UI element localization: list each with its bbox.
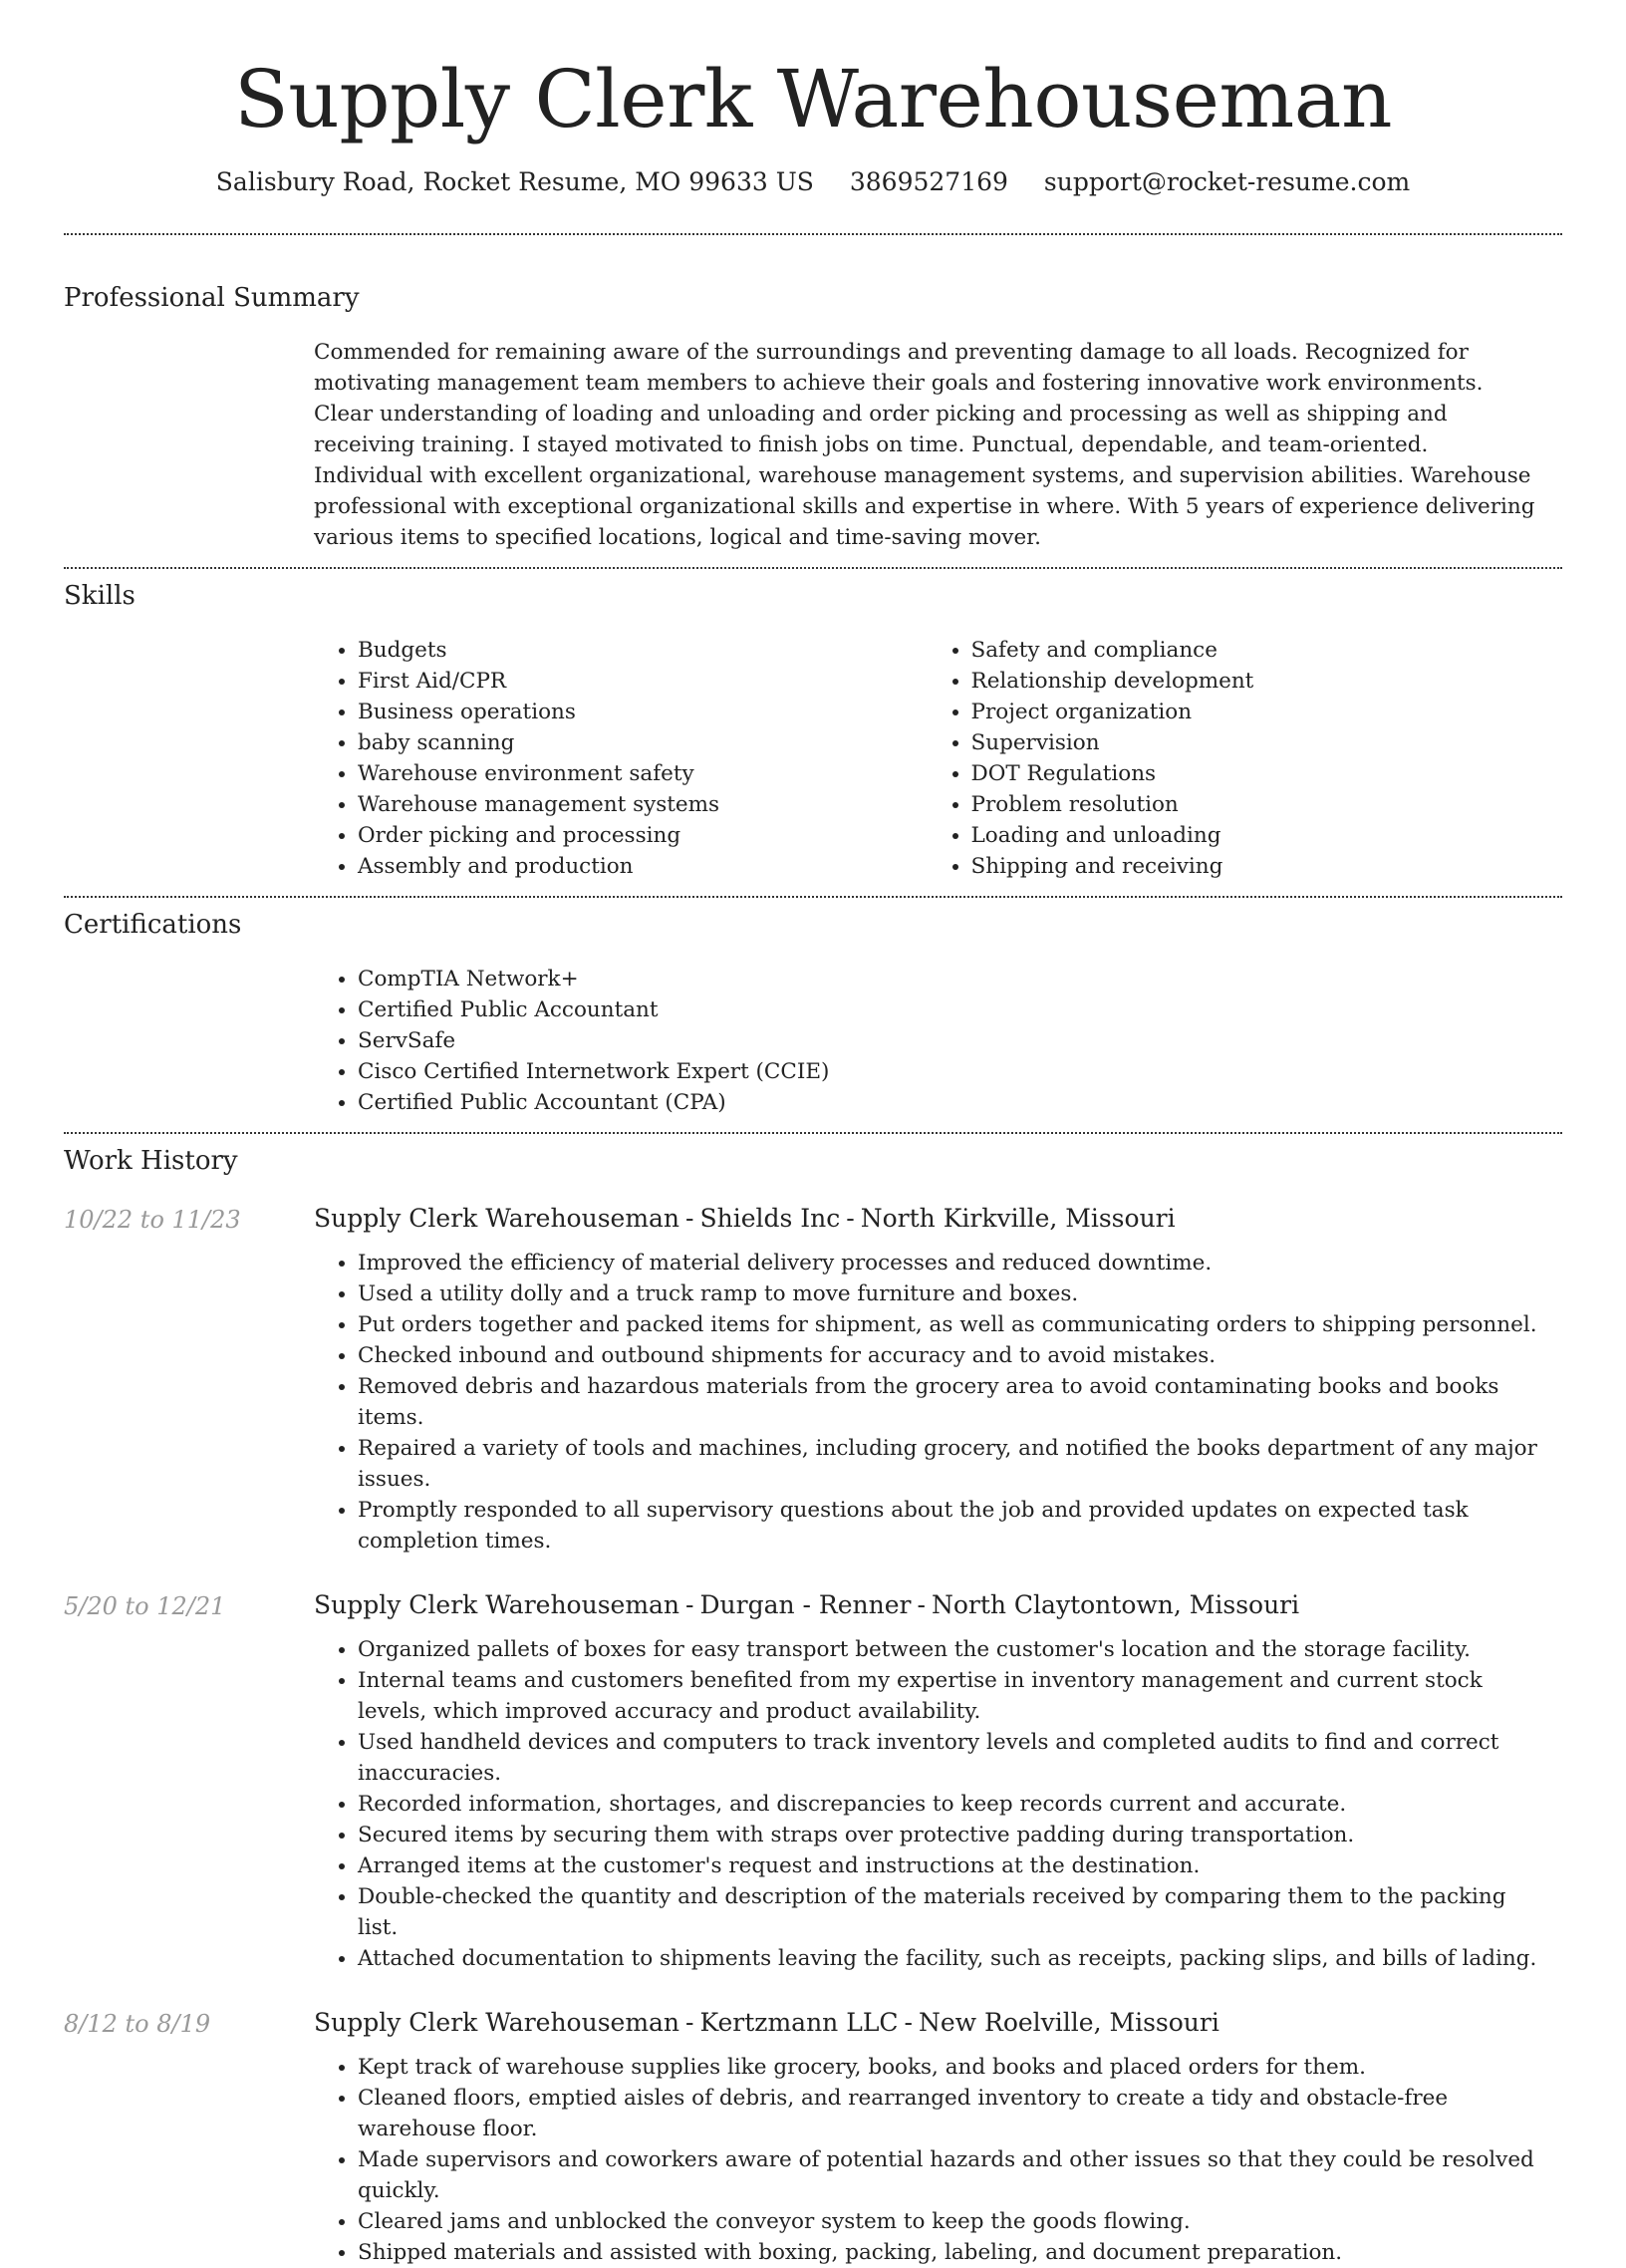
job-bullet: • Improved the efficiency of material delivery processes and reduced downtime. [358, 1248, 1540, 1278]
skill-item: • Assembly and production [358, 851, 928, 882]
work-history-section [0, 1134, 1626, 2268]
job-separator: - [846, 1204, 855, 1233]
skills-columns [314, 635, 1540, 882]
skill-item: • DOT Regulations [971, 758, 1541, 789]
certification-item: • CompTIA Network+ [358, 964, 1540, 994]
job-bullet: • Checked inbound and outbound shipments for accuracy and to avoid mistakes. [358, 1340, 1540, 1371]
job-bullet: • Cleared jams and unblocked the conveyor system to keep the goods flowing. [358, 2206, 1540, 2237]
skills-body [314, 635, 1540, 882]
job-bullet: • Arranged items at the customer's request and instructions at the destination. [358, 1850, 1540, 1881]
skills-list-left [314, 635, 928, 882]
skills-list-right [928, 635, 1541, 882]
skill-item: • Warehouse environment safety [358, 758, 928, 789]
section-title-summary: Professional Summary [64, 283, 360, 313]
job-company: Kertzmann LLC [699, 2008, 899, 2037]
certification-item: • Certified Public Accountant (CPA) [358, 1087, 1540, 1118]
job-separator: - [685, 1590, 694, 1619]
skill-item: • Problem resolution [971, 789, 1541, 820]
job-dates: 5/20 to 12/21 [64, 1592, 226, 1620]
job-bullet: • Secured items by securing them with straps over protective padding during transportation. [358, 1820, 1540, 1850]
job-company: Shields Inc [699, 1204, 841, 1233]
job-bullet: • Shipped materials and assisted with boxing, packing, labeling, and document preparation. [358, 2237, 1540, 2268]
contact-line [0, 165, 1626, 199]
contact-address: Salisbury Road, Rocket Resume, MO 99633 US [215, 167, 814, 196]
skill-item: • Budgets [358, 635, 928, 666]
resume-header [0, 0, 1626, 199]
professional-summary-section [0, 235, 1626, 567]
job-entry [64, 1588, 1562, 1974]
job-bullet: • Double-checked the quantity and description of the materials received by comparing them to the packing list. [358, 1881, 1540, 1943]
job-bullets [314, 1634, 1540, 1974]
job-dates: 8/12 to 8/19 [64, 2010, 211, 2038]
job-entry [64, 2006, 1562, 2268]
skill-item: • Safety and compliance [971, 635, 1541, 666]
job-bullet: • Used handheld devices and computers to track inventory levels and completed audits to find and correct inaccuracies. [358, 1727, 1540, 1789]
job-heading [314, 1202, 1562, 1236]
contact-phone: 3869527169 [849, 167, 1008, 196]
job-separator: - [685, 2008, 694, 2037]
job-bullet: • Organized pallets of boxes for easy transport between the customer's location and the storage facility. [358, 1634, 1540, 1665]
job-bullets [314, 1248, 1540, 1557]
job-title: Supply Clerk Warehouseman [314, 1590, 680, 1619]
skill-item: • Project organization [971, 697, 1541, 727]
skill-item: • Warehouse management systems [358, 789, 928, 820]
section-title-skills: Skills [64, 581, 136, 611]
job-location: North Claytontown, Missouri [931, 1590, 1300, 1619]
job-separator: - [917, 1590, 926, 1619]
job-bullet: • Recorded information, shortages, and discrepancies to keep records current and accurate. [358, 1789, 1540, 1820]
summary-text: Commended for remaining aware of the surroundings and preventing damage to all loads. Recognized for motivating management team members to achieve their goals and fostering innovative work environments. Clear understanding of loading and unloading and order picking and processing as well as shipping and receiving training. I stayed motivated to finish jobs on time. Punctual, dependable, and team-oriented. Individual with excellent organizational, warehouse management systems, and supervision abilities. Warehouse professional with exceptional organizational skills and expertise in where. With 5 years of experience delivering various items to specified locations, logical and time-saving mover. [314, 340, 1535, 550]
job-title: Supply Clerk Warehouseman [314, 2008, 680, 2037]
job-separator: - [904, 2008, 913, 2037]
job-entry [64, 1202, 1562, 1557]
certifications-list [314, 964, 1540, 1118]
job-bullet: • Used a utility dolly and a truck ramp to move furniture and boxes. [358, 1278, 1540, 1309]
job-dates: 10/22 to 11/23 [64, 1206, 241, 1234]
section-title-work-history: Work History [64, 1146, 238, 1176]
job-bullets [314, 2052, 1540, 2268]
job-heading [314, 2006, 1562, 2040]
skill-item: • Relationship development [971, 666, 1541, 697]
skill-item: • Order picking and processing [358, 820, 928, 851]
skill-item: • First Aid/CPR [358, 666, 928, 697]
job-bullet: • Removed debris and hazardous materials from the grocery area to avoid contaminating books and books items. [358, 1371, 1540, 1433]
skill-item: • baby scanning [358, 727, 928, 758]
skill-item: • Shipping and receiving [971, 851, 1541, 882]
skills-section [0, 569, 1626, 896]
certification-item: • ServSafe [358, 1025, 1540, 1056]
certification-item: • Cisco Certified Internetwork Expert (CCIE) [358, 1056, 1540, 1087]
job-bullet: • Cleaned floors, emptied aisles of debris, and rearranged inventory to create a tidy and obstacle-free warehouse floor. [358, 2083, 1540, 2144]
job-bullet: • Made supervisors and coworkers aware of potential hazards and other issues so that they could be resolved quickly. [358, 2144, 1540, 2206]
job-company: Durgan - Renner [699, 1590, 912, 1619]
job-location: North Kirkville, Missouri [860, 1204, 1176, 1233]
job-separator: - [685, 1204, 694, 1233]
certifications-body [314, 964, 1540, 1118]
job-bullet: • Put orders together and packed items for shipment, as well as communicating orders to shipping personnel. [358, 1309, 1540, 1340]
certifications-section [0, 898, 1626, 1132]
job-heading [314, 1588, 1562, 1622]
contact-email[interactable]: support@rocket-resume.com [1043, 167, 1411, 196]
skill-item: • Supervision [971, 727, 1541, 758]
job-bullet: • Internal teams and customers benefited from my expertise in inventory management and current stock levels, which improved accuracy and product availability. [358, 1665, 1540, 1727]
section-title-certifications: Certifications [64, 910, 242, 940]
skill-item: • Loading and unloading [971, 820, 1541, 851]
job-bullet: • Attached documentation to shipments leaving the facility, such as receipts, packing slips, and bills of lading. [358, 1943, 1540, 1974]
job-location: New Roelville, Missouri [919, 2008, 1220, 2037]
job-bullet: • Repaired a variety of tools and machines, including grocery, and notified the books department of any major issues. [358, 1433, 1540, 1495]
candidate-name: Supply Clerk Warehouseman [234, 53, 1392, 145]
job-bullet: • Kept track of warehouse supplies like grocery, books, and books and placed orders for them. [358, 2052, 1540, 2083]
job-title: Supply Clerk Warehouseman [314, 1204, 680, 1233]
job-bullet: • Promptly responded to all supervisory questions about the job and provided updates on expected task completion times. [358, 1495, 1540, 1557]
certification-item: • Certified Public Accountant [358, 994, 1540, 1025]
skill-item: • Business operations [358, 697, 928, 727]
